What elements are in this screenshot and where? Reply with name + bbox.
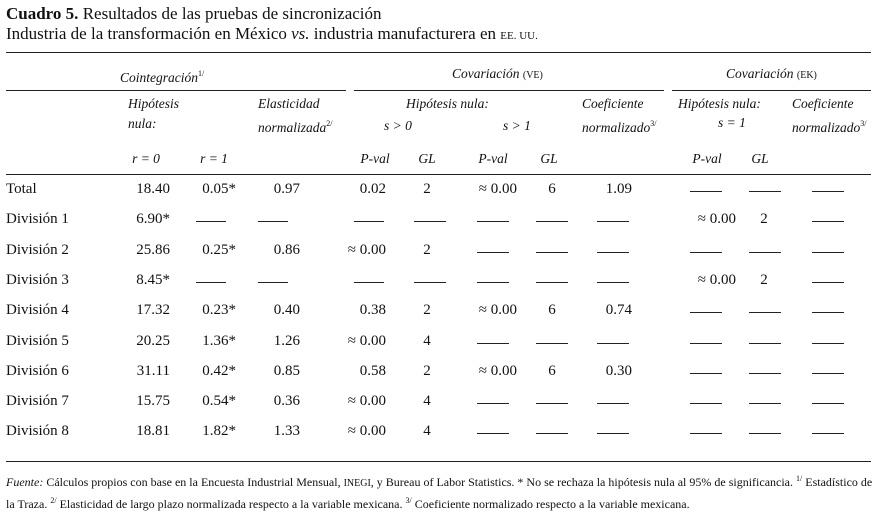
empty-dash <box>812 433 844 434</box>
empty-dash <box>690 343 722 344</box>
empty-dash <box>812 312 844 313</box>
cell-r0: 8.45* <box>136 271 170 288</box>
empty-dash <box>749 373 781 374</box>
empty-dash <box>477 403 509 404</box>
empty-dash <box>812 221 844 222</box>
header-covariacion-ek: Covariación (EK) <box>726 66 817 81</box>
empty-dash <box>536 282 568 283</box>
cell-p1: ≈ 0.00 <box>478 181 517 197</box>
empty-dash <box>477 433 509 434</box>
empty-dash <box>812 252 844 253</box>
cell-r0: 20.25 <box>136 332 170 349</box>
header-gl-ve0: GL <box>418 151 436 166</box>
cell-p1: ≈ 0.00 <box>478 362 517 379</box>
header-rule <box>6 174 871 175</box>
empty-dash <box>812 343 844 344</box>
cell-r1: 1.36* <box>202 332 236 349</box>
top-rule <box>6 52 871 53</box>
row-label: División 3 <box>6 271 69 288</box>
header-pval-ek: P-val <box>692 151 722 166</box>
empty-dash <box>597 343 629 344</box>
row-label: División 8 <box>6 423 69 440</box>
row-label: División 1 <box>6 211 69 228</box>
empty-dash <box>536 403 568 404</box>
cell-p0: 0.58 <box>359 362 386 379</box>
row-label: División 7 <box>6 393 69 410</box>
empty-dash <box>749 433 781 434</box>
cell-r1: 0.25* <box>202 241 236 258</box>
header-coeficiente-ek: Coeficiente <box>792 96 854 111</box>
rule-covariacion-ek <box>672 90 871 91</box>
cell-elast: 0.40 <box>273 302 300 319</box>
empty-dash <box>749 191 781 192</box>
empty-dash <box>749 252 781 253</box>
cell-p0: ≈ 0.00 <box>347 241 386 258</box>
cell-p0: ≈ 0.00 <box>347 423 386 440</box>
header-r1: r = 1 <box>200 151 228 166</box>
empty-dash <box>690 403 722 404</box>
empty-dash <box>812 191 844 192</box>
header-coeficiente-ve-normalizado: normalizado$^{3/}$ <box>582 119 657 135</box>
empty-dash <box>258 221 288 222</box>
cell-coef: 0.74 <box>605 302 632 319</box>
table-number: Cuadro 5. <box>6 4 79 23</box>
empty-dash <box>690 433 722 434</box>
header-hipotesis: Hipótesis <box>128 96 180 111</box>
empty-dash <box>597 221 629 222</box>
header-s-eq-1: s = 1 <box>718 115 746 130</box>
header-pval-ve0: P-val <box>360 151 390 166</box>
cell-p0: ≈ 0.00 <box>347 332 386 349</box>
header-s-gt-1: s > 1 <box>503 118 531 133</box>
cell-p0: 0.38 <box>359 302 386 319</box>
cell-glek: 2 <box>760 271 768 288</box>
header-gl-ve1: GL <box>540 151 558 166</box>
cell-r0: 18.40 <box>136 181 170 197</box>
empty-dash <box>812 373 844 374</box>
header-r0: r = 0 <box>132 151 160 166</box>
empty-dash <box>597 282 629 283</box>
cell-gl0: 4 <box>423 332 431 349</box>
cell-r1: 1.82* <box>202 423 236 440</box>
empty-dash <box>536 221 568 222</box>
empty-dash <box>477 282 509 283</box>
cell-elast: 1.33 <box>273 423 300 440</box>
header-gl-ek: GL <box>751 151 769 166</box>
cell-r0: 15.75 <box>136 393 170 410</box>
cell-gl0: 2 <box>423 302 431 319</box>
empty-dash <box>414 221 446 222</box>
empty-dash <box>690 252 722 253</box>
empty-dash <box>749 343 781 344</box>
cell-coef: 1.09 <box>605 181 632 197</box>
empty-dash <box>414 282 446 283</box>
cell-gl0: 4 <box>423 393 431 410</box>
cell-r0: 17.32 <box>136 302 170 319</box>
footnote: Fuente: Cálculos propios con base en la Encuesta Industrial Mensual, INEGI, y Bureau of Labor Statistics. * No se rechaza la hipótesis nula al 95% de significancia. $^{1/}$ Estadístico de la Traza. $^{2/}$ Elasticidad de largo plazo normalizada respecto a la variable mexicana. $^{3/}$ Coeficiente normalizado respecto a la variable mexicana. <box>6 474 873 511</box>
cell-r0: 18.81 <box>136 423 170 440</box>
table-title <box>6 4 382 24</box>
empty-dash <box>812 403 844 404</box>
empty-dash <box>749 312 781 313</box>
empty-dash <box>477 221 509 222</box>
header-s-gt-0: s > 0 <box>384 118 412 133</box>
cell-gl1: 6 <box>548 362 556 379</box>
empty-dash <box>196 221 226 222</box>
cell-elast: 0.85 <box>273 362 300 379</box>
empty-dash <box>597 433 629 434</box>
cell-glek: 2 <box>760 211 768 228</box>
header-coeficiente-ek-normalizado: normalizado$^{3/}$ <box>792 119 867 135</box>
empty-dash <box>196 282 226 283</box>
empty-dash <box>690 312 722 313</box>
cell-elast: 0.97 <box>273 181 300 197</box>
cell-r0: 31.11 <box>136 362 170 379</box>
header-coeficiente-ve: Coeficiente <box>582 96 644 111</box>
cell-p0: ≈ 0.00 <box>347 393 386 410</box>
empty-dash <box>354 282 384 283</box>
empty-dash <box>597 252 629 253</box>
cell-gl1: 6 <box>548 302 556 319</box>
row-label: División 2 <box>6 241 69 258</box>
header-hipotesis-ek: Hipótesis nula: <box>678 96 761 111</box>
cell-r1: 0.54* <box>202 393 236 410</box>
cell-r1: 0.05* <box>202 181 236 197</box>
cell-elast: 0.36 <box>273 393 300 410</box>
cell-r1: 0.42* <box>202 362 236 379</box>
empty-dash <box>354 221 384 222</box>
row-label: División 6 <box>6 362 69 379</box>
empty-dash <box>690 373 722 374</box>
header-elasticidad: Elasticidad <box>258 96 320 111</box>
header-pval-ve1: P-val <box>478 151 508 166</box>
cell-coef: 0.30 <box>605 362 632 379</box>
header-cointegracion: Cointegración$^{1/}$ <box>120 69 205 85</box>
cell-pek: ≈ 0.00 <box>697 271 736 288</box>
cell-elast: 0.86 <box>273 241 300 258</box>
cell-elast: 1.26 <box>273 332 300 349</box>
cell-r0: 6.90* <box>136 211 170 228</box>
rule-covariacion-ve <box>354 90 664 91</box>
cell-gl1: 6 <box>548 181 556 197</box>
cell-r1: 0.23* <box>202 302 236 319</box>
empty-dash <box>477 343 509 344</box>
cell-gl0: 2 <box>423 362 431 379</box>
cell-pek: ≈ 0.00 <box>697 211 736 228</box>
empty-dash <box>536 252 568 253</box>
header-hipotesis-nula: nula: <box>128 116 157 131</box>
row-label: División 5 <box>6 332 69 349</box>
cell-gl0: 2 <box>423 241 431 258</box>
cell-r0: 25.86 <box>136 241 170 258</box>
empty-dash <box>690 191 722 192</box>
empty-dash <box>597 403 629 404</box>
empty-dash <box>477 252 509 253</box>
cell-p1: ≈ 0.00 <box>478 302 517 319</box>
empty-dash <box>258 282 288 283</box>
empty-dash <box>536 433 568 434</box>
header-elasticidad-normalizada: normalizada$^{2/}$ <box>258 119 333 135</box>
empty-dash <box>749 403 781 404</box>
row-label: Total <box>6 181 37 197</box>
empty-dash <box>536 343 568 344</box>
cell-gl0: 2 <box>423 181 431 197</box>
header-covariacion-ve: Covariación (VE) <box>452 66 543 81</box>
cell-gl0: 4 <box>423 423 431 440</box>
rule-cointegracion <box>6 90 346 91</box>
cell-p0: 0.02 <box>359 181 386 197</box>
header-hipotesis-ve: Hipótesis nula: <box>406 96 489 111</box>
bottom-rule <box>6 461 871 462</box>
table-subtitle: Industria de la transformación en México vs. industria manufacturera en EE. UU. <box>6 24 538 43</box>
empty-dash <box>812 282 844 283</box>
row-label: División 4 <box>6 302 69 319</box>
table-title-text: Resultados de las pruebas de sincronización <box>82 4 382 23</box>
